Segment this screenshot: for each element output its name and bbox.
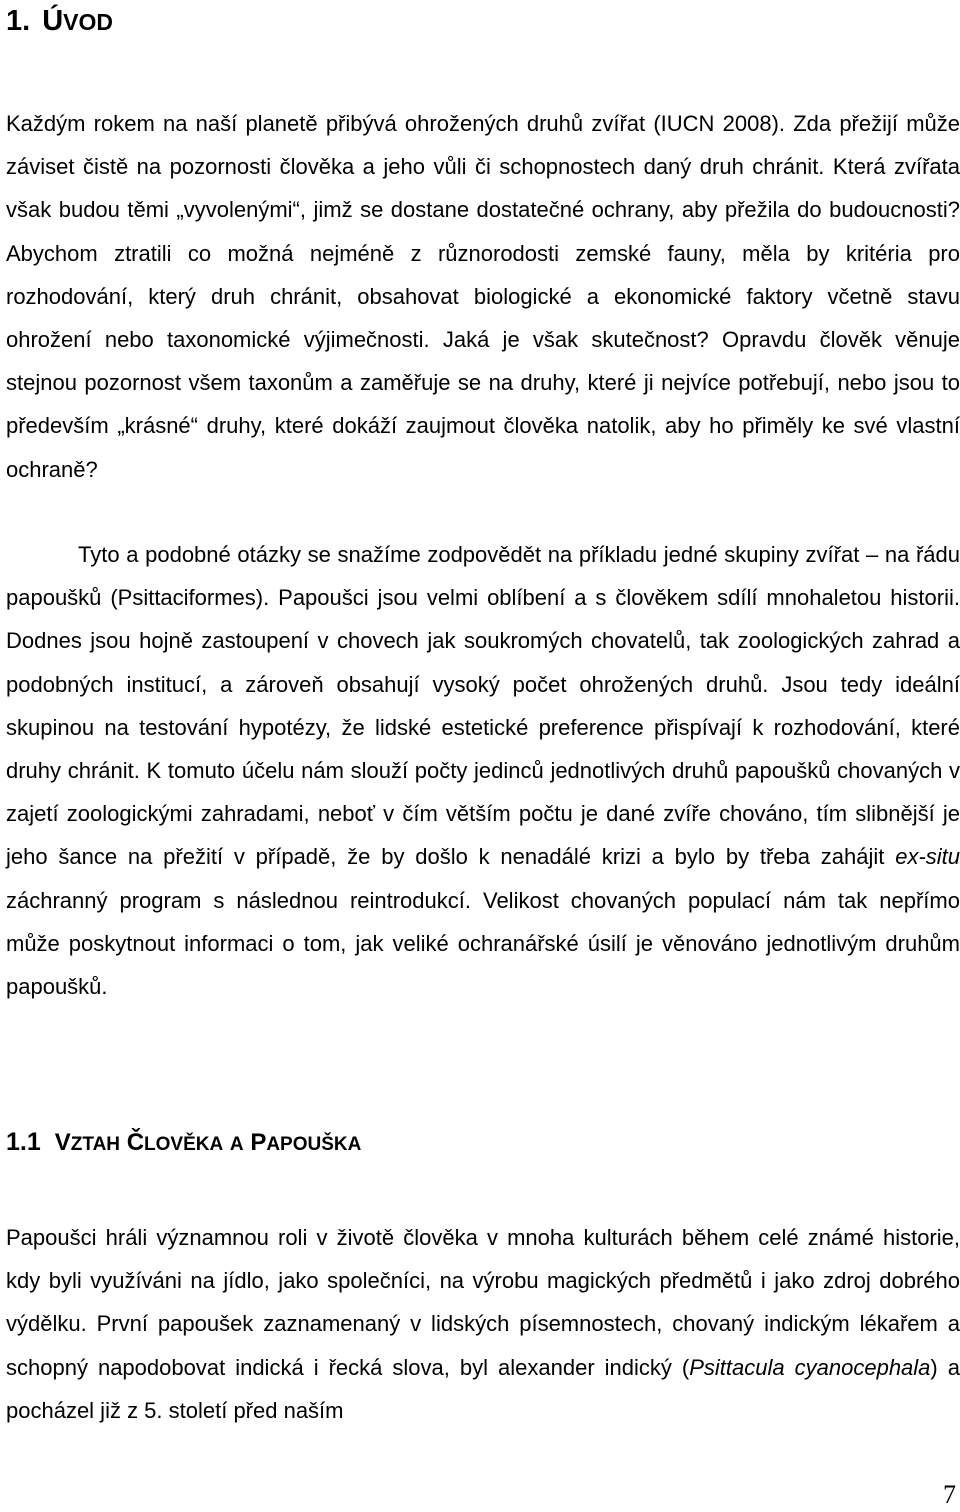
chapter-title-rest: VOD <box>63 9 113 35</box>
intro-paragraph-2 <box>6 533 960 1008</box>
paragraph-text: Tyto a podobné otázky se snažíme zodpovědět na příkladu jedné skupiny zvířat – na řádu papoušků (Psittaciformes). Papoušci jsou velmi oblíbení a s člověkem sdílí mnohaletou historii. Dodnes jsou hojně zastoupení v chovech jak soukromých chovatelů, tak zoologických zahrad a podobných institucí, a zároveň obsahují vysoký počet ohrožených druhů. Jsou tedy ideální skupinou na testování hypotézy, že lidské estetické preference přispívají k rozhodování, které druhy chránit. K tomuto účelu nám slouží počty jedinců jednotlivých druhů papoušků chovaných v zajetí zoologickými zahradami, neboť v čím větším počtu je dané zvíře chováno, tím slibnější je jeho šance na přežití v případě, že by došlo k nenadálé krizi a bylo by třeba zahájit <box>6 542 960 870</box>
italic-term: ex-situ <box>895 844 960 870</box>
section-paragraph-1 <box>6 1216 960 1432</box>
section-number: 1.1 <box>6 1128 41 1156</box>
chapter-title-initial: Ú <box>42 5 64 37</box>
section-word: VZTAH <box>54 1129 121 1156</box>
intro-paragraph-1: Každým rokem na naší planetě přibývá ohrožených druhů zvířat (IUCN 2008). Zda přežijí může záviset čistě na pozornosti člověka a jeho vůli či schopnostech daný druh chránit. Která zvířata však budou těmi „vyvolenými“, jimž se dostane dostatečné ochrany, aby přežila do budoucnosti? Abychom ztratili co možná nejméně z různorodosti zemské fauny, měla by kritéria pro rozhodování, který druh chránit, obsahovat biologické a ekonomické faktory včetně stavu ohrožení nebo taxonomické výjimečnosti. Jaká je však skutečnost? Opravdu člověk věnuje stejnou pozornost všem taxonům a zaměřuje se na druhy, které ji nejvíce potřebují, nebo jsou to především „krásné“ druhy, které dokáží zaujmout člověka natolik, aby ho přiměly ke své vlastní ochraně? <box>6 111 960 482</box>
chapter-number: 1. <box>6 5 31 37</box>
paragraph-text: záchranný program s následnou reintrodukcí. Velikost chovaných populací nám tak nepřímo může poskytnout informaci o tom, jak veliké ochranářské úsilí je věnováno jednotlivým druhům papoušků. <box>6 887 960 1000</box>
paragraph-text: Papoušci hráli významnou roli v životě člověka v mnoha kulturách během celé známé historie, kdy byli využíváni na jídlo, jako společníci, na výrobu magických předmětů i jako zdroj dobrého výdělku. První papoušek zaznamenaný v lidských písemnostech, chovaný indickým lékařem a schopný napodobovat indická i řecká slova, byl alexander indický ( <box>6 1225 960 1380</box>
document-page <box>6 0 960 1512</box>
paragraph-text: ) a pocházel již z 5. století před naším <box>6 1354 960 1423</box>
section-word: ČLOVĚKA <box>126 1129 224 1156</box>
species-name: Psittacula cyanocephala <box>689 1354 931 1380</box>
section-word: A <box>229 1134 244 1155</box>
page-number: 7 <box>943 1480 956 1509</box>
section-word: PAPOUŠKA <box>250 1129 362 1156</box>
section-heading <box>6 1126 361 1161</box>
chapter-heading <box>6 2 113 41</box>
